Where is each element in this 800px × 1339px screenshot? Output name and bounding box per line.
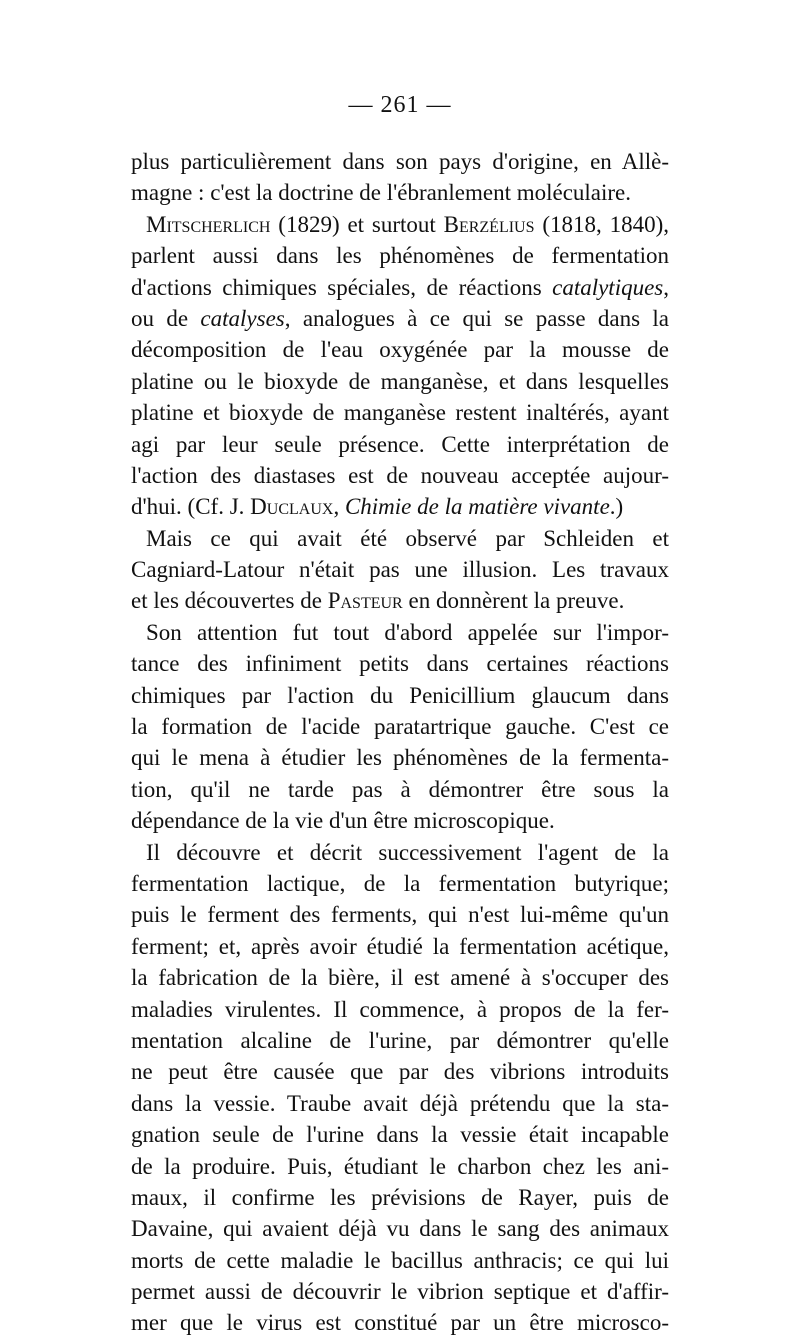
text-run: d'hui. (Cf. J. (131, 494, 251, 520)
text-line (131, 491, 669, 522)
text-line: la formation de l'acide paratartrique gauche. C'est ce (131, 714, 669, 740)
body-text (131, 146, 669, 1339)
text-line: Davaine, qui avaient déjà vu dans le sang des animaux (131, 1216, 669, 1242)
text-line: morts de cette maladie le bacillus anthracis; ce qui lui (131, 1247, 669, 1273)
text-line: puis le ferment des ferments, qui n'est lui-même qu'un (131, 902, 669, 928)
text-line: parlent aussi dans les phénomènes de fermentation (131, 243, 669, 269)
text-line: qui le mena à étudier les phénomènes de la fermenta- (131, 745, 669, 771)
text-line: platine et bioxyde de manganèse restent inaltérés, ayant (131, 400, 669, 426)
text-line (131, 209, 669, 240)
text-run: , (333, 494, 345, 520)
text-line: dépendance de la vie d'un être microscopique. (131, 808, 555, 834)
italic-term: catalytiques (552, 274, 664, 300)
italic-term: catalyses (200, 305, 285, 331)
text-line: décomposition de l'eau oxygénée par la mousse de (131, 337, 669, 363)
text-line: maladies virulentes. Il commence, à propos de la fer- (131, 996, 669, 1022)
text-line (131, 303, 669, 334)
text-line: tion, qu'il ne tarde pas à démontrer être sous la (131, 776, 669, 802)
text-line: gnation seule de l'urine dans la vessie était incapable (131, 1122, 669, 1148)
text-run: (1818, 1840), (534, 211, 669, 237)
text-run: et les découvertes de (131, 588, 328, 614)
text-line: Cagniard-Latour n'était pas une illusion. Les travaux (131, 557, 669, 583)
text-line: Il découvre et décrit successivement l'agent de la (146, 839, 669, 865)
text-line: chimiques par l'action du Penicillium glaucum dans (131, 682, 669, 708)
text-line: la fabrication de la bière, il est amené à s'occuper des (131, 965, 669, 991)
text-line (131, 272, 669, 303)
text-line: mentation alcaline de l'urine, par démontrer qu'elle (131, 1027, 669, 1053)
text-run: ou de (131, 305, 201, 331)
text-line: maux, il confirme les prévisions de Rayer, puis de (131, 1184, 669, 1210)
author-name: Berzélius (443, 211, 535, 237)
text-line: Mais ce qui avait été observé par Schleiden et (146, 525, 669, 551)
text-line (131, 585, 669, 616)
text-line: permet aussi de découvrir le vibrion septique et d'affir- (131, 1279, 669, 1305)
text-run: , analogues à ce qui se passe dans la (284, 305, 670, 331)
author-name: Pasteur (327, 588, 403, 614)
text-line: ne peut être causée que par des vibrions introduits (131, 1059, 669, 1085)
text-line: agi par leur seule présence. Cette interprétation de (131, 431, 669, 457)
text-line: fermentation lactique, de la fermentation butyrique; (131, 870, 669, 896)
text-line: mer que le virus est constitué par un être microsco- (131, 1310, 669, 1336)
page-number: — 261 — (348, 92, 452, 118)
text-line: dans la vessie. Traube avait déjà prétendu que la sta- (131, 1090, 669, 1116)
text-run: d'actions chimiques spéciales, de réactions (131, 274, 553, 300)
text-line: ferment; et, après avoir étudié la fermentation acétique, (131, 933, 669, 959)
text-line: l'action des diastases est de nouveau acceptée aujour- (131, 462, 669, 488)
text-line: tance des infiniment petits dans certaines réactions (131, 651, 669, 677)
author-name: Duclaux (250, 494, 334, 520)
text-line: platine ou le bioxyde de manganèse, et dans lesquelles (131, 368, 669, 394)
italic-term: Chimie de la matière vivante (344, 494, 610, 520)
text-run: (1829) et surtout (270, 211, 444, 237)
text-run: en donnèrent la preuve. (402, 588, 625, 614)
text-run: , (663, 274, 669, 300)
text-line: de la produire. Puis, étudiant le charbon chez les ani- (131, 1153, 669, 1179)
text-line: magne : c'est la doctrine de l'ébranlement moléculaire. (131, 180, 632, 206)
author-name: Mitscherlich (146, 211, 271, 237)
text-run: .) (609, 494, 624, 520)
text-line: plus particulièrement dans son pays d'origine, en Allè- (131, 149, 669, 174)
text-line: Son attention fut tout d'abord appelée sur l'impor- (146, 619, 669, 645)
